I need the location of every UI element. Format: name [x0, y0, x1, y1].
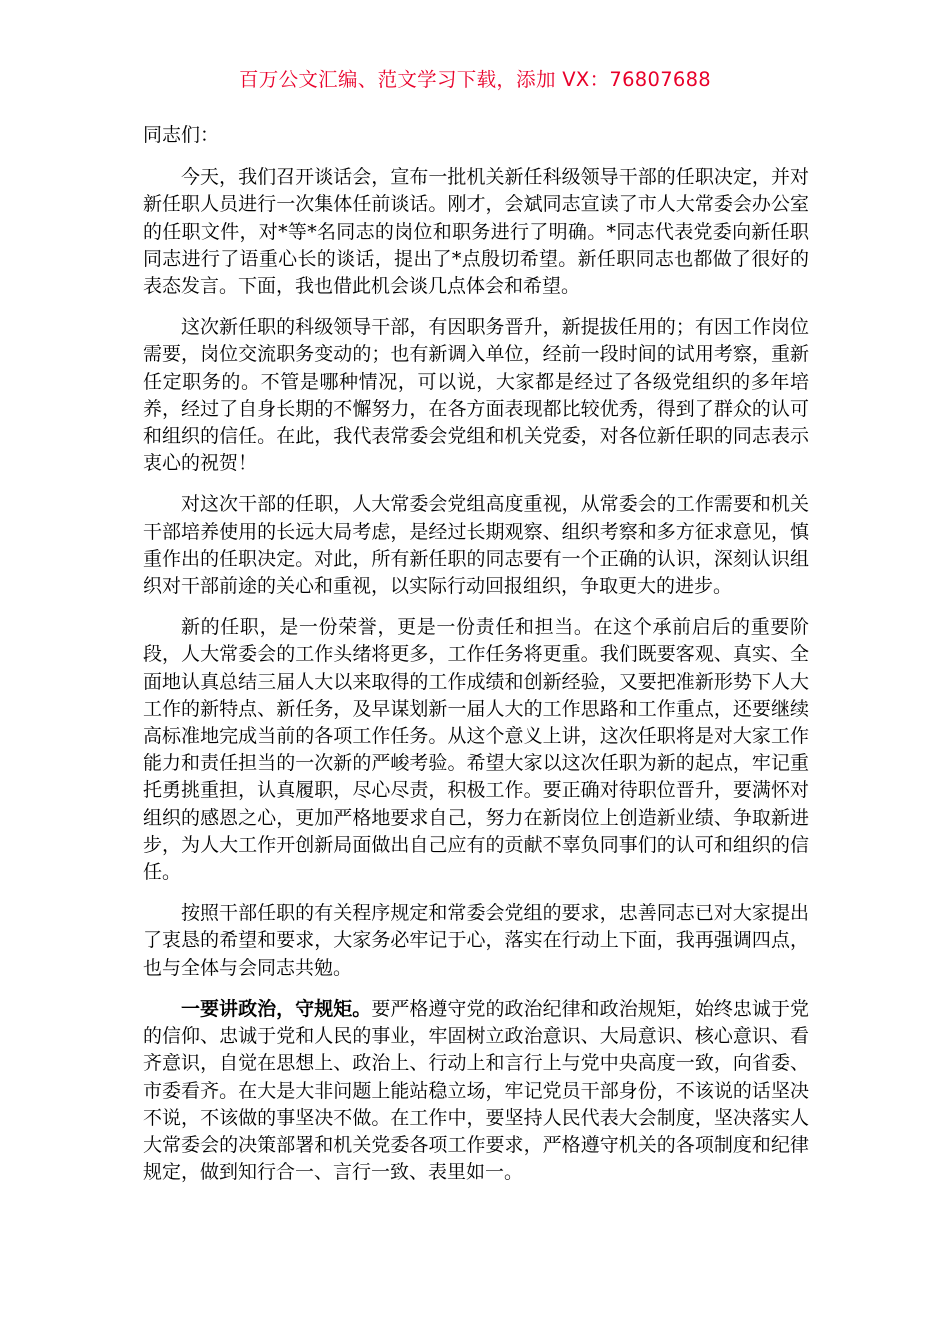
- point-one-heading: 一要讲政治，守规矩。: [181, 997, 372, 1020]
- paragraph-point-one: [143, 996, 809, 1186]
- paragraph-transition: 按照干部任职的有关程序规定和常委会党组的要求，忠善同志已对大家提出了衷恳的希望和要求，大家务必牢记于心，落实在行动上下面，我再强调四点，也与全体与会同志共勉。: [143, 902, 809, 979]
- paragraph-intro: 今天，我们召开谈话会，宣布一批机关新任科级领导干部的任职决定，并对新任职人员进行一次集体任前谈话。刚才，会斌同志宣读了市人大常委会办公室的任职文件，对*等*名同志的岗位和职务进行了明确。*同志代表党委向新任职同志进行了语重心长的谈话，提出了*点殷切希望。新任职同志也都做了很好的表态发言。下面，我也借此机会谈几点体会和希望。: [143, 166, 809, 298]
- salutation: 同志们：: [143, 124, 220, 146]
- point-one-text: 要严格遵守党的政治纪律和政治规矩，始终忠诚于党的信仰、忠诚于党和人民的事业，牢固树立政治意识、大局意识、核心意识、看齐意识，自觉在思想上、政治上、行动上和言行上与党中央高度一致，向省委、市委看齐。在大是大非问题上能站稳立场，牢记党员干部身份，不该说的话坚决不说，不该做的事坚决不做。在工作中，要坚持人民代表大会制度，坚决落实人大常委会的决策部署和机关党委各项工作要求，严格遵守机关的各项制度和纪律规定，做到知行合一、言行一致、表里如一。: [143, 997, 809, 1184]
- watermark-header: 百万公文汇编、范文学习下载，添加 VX：76807688: [238, 68, 712, 91]
- document-body: [143, 122, 809, 1200]
- paragraph-congratulations: 这次新任职的科级领导干部，有因职务晋升，新提拔任用的；有因工作岗位需要，岗位交流职务变动的；也有新调入单位，经前一段时间的试用考察，重新任定职务的。不管是哪种情况，可以说，大家都是经过了各级党组织的多年培养，经过了自身长期的不懈努力，在各方面表现都比较优秀，得到了群众的认可和组织的信任。在此，我代表常委会党组和机关党委，对各位新任职的同志表示衷心的祝贺！: [143, 316, 809, 475]
- paragraph-responsibility: 新的任职，是一份荣誉，更是一份责任和担当。在这个承前启后的重要阶段，人大常委会的工作头绪将更多，工作任务将更重。我们既要客观、真实、全面地认真总结三届人大以来取得的工作成绩和创新经验，又要把准新形势下人大工作的新特点、新任务，及早谋划新一届人大的工作思路和工作重点，还要继续高标准地完成当前的各项工作任务。从这个意义上讲，这次任职将是对大家工作能力和责任担当的一次新的严峻考验。希望大家以这次任职为新的起点，牢记重托勇挑重担，认真履职，尽心尽责，积极工作。要正确对待职位晋升，要满怀对组织的感恩之心，更加严格地要求自己，努力在新岗位上创造新业绩、争取新进步，为人大工作开创新局面做出自己应有的贡献不辜负同事们的认可和组织的信任。: [143, 616, 809, 884]
- paragraph-importance: 对这次干部的任职，人大常委会党组高度重视，从常委会的工作需要和机关干部培养使用的长远大局考虑，是经过长期观察、组织考察和多方征求意见，慎重作出的任职决定。对此，所有新任职的同志要有一个正确的认识，深刻认识组织对干部前途的关心和重视，以实际行动回报组织，争取更大的进步。: [143, 493, 809, 598]
